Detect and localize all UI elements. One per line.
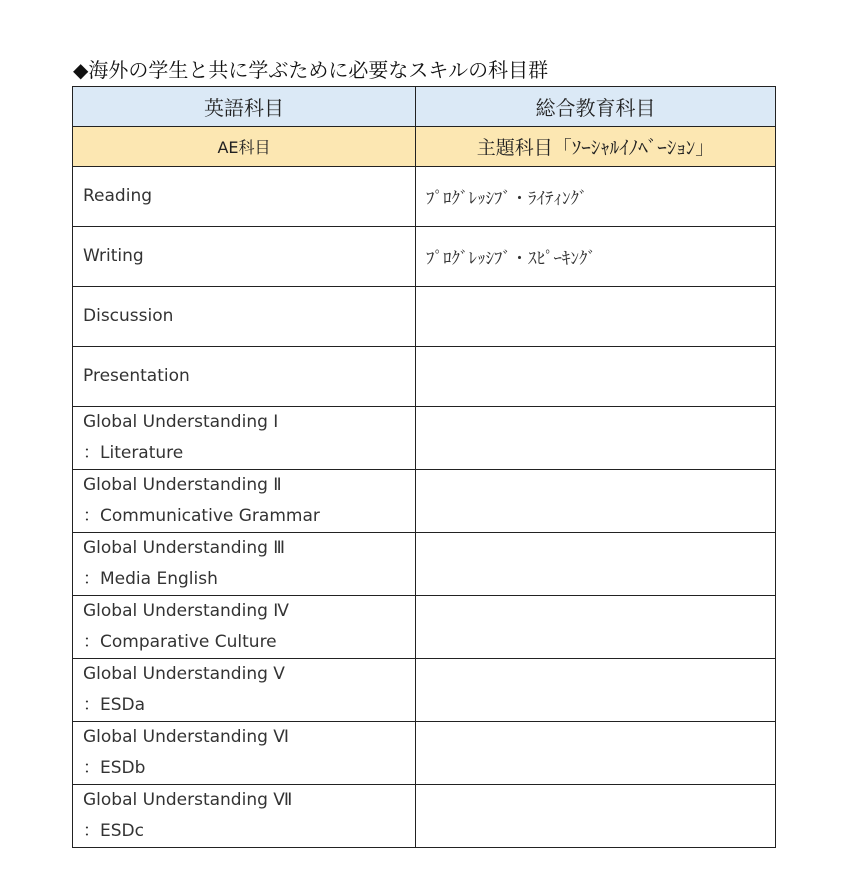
general-course-cell xyxy=(416,785,776,848)
table-row xyxy=(73,407,776,470)
english-course-cell: Global Understanding Ⅰ ：Literature xyxy=(73,407,416,470)
general-course-cell xyxy=(416,722,776,785)
english-course-cell: Global Understanding Ⅱ ：Communicative Grammar xyxy=(73,470,416,533)
general-course-cell xyxy=(416,287,776,347)
general-course-cell xyxy=(416,407,776,470)
header-general-education: 総合教育科目 xyxy=(416,87,776,127)
general-course-cell xyxy=(416,659,776,722)
table-row xyxy=(73,533,776,596)
english-course-cell: Global Understanding Ⅲ ：Media English xyxy=(73,533,416,596)
course-table xyxy=(72,86,776,848)
header-theme-courses: 主題科目「ｿｰｼｬﾙｲﾉﾍﾞｰｼｮﾝ」 xyxy=(416,127,776,167)
header-row-secondary xyxy=(73,127,776,167)
english-course-cell: Discussion xyxy=(73,287,416,347)
general-course-cell xyxy=(416,470,776,533)
header-ae-courses: AE科目 xyxy=(73,127,416,167)
english-course-cell: Global Understanding Ⅴ ：ESDa xyxy=(73,659,416,722)
general-course-cell xyxy=(416,347,776,407)
table-row xyxy=(73,347,776,407)
english-course-cell: Presentation xyxy=(73,347,416,407)
english-course-cell: Writing xyxy=(73,227,416,287)
header-english-courses: 英語科目 xyxy=(73,87,416,127)
table-row xyxy=(73,167,776,227)
table-row xyxy=(73,785,776,848)
table-row xyxy=(73,227,776,287)
document-title: ◆海外の学生と共に学ぶために必要なスキルの科目群 xyxy=(73,58,549,82)
table-row xyxy=(73,287,776,347)
table-row xyxy=(73,722,776,785)
english-course-cell: Global Understanding Ⅳ ：Comparative Culture xyxy=(73,596,416,659)
general-course-cell: ﾌﾟﾛｸﾞﾚｯｼﾌﾞ・ﾗｲﾃｨﾝｸﾞ xyxy=(416,167,776,227)
english-course-cell: Reading xyxy=(73,167,416,227)
general-course-cell xyxy=(416,533,776,596)
english-course-cell: Global Understanding Ⅶ ：ESDc xyxy=(73,785,416,848)
table-row xyxy=(73,659,776,722)
table-row xyxy=(73,596,776,659)
table-row xyxy=(73,470,776,533)
header-row-primary xyxy=(73,87,776,127)
general-course-cell xyxy=(416,596,776,659)
english-course-cell: Global Understanding Ⅵ ：ESDb xyxy=(73,722,416,785)
general-course-cell: ﾌﾟﾛｸﾞﾚｯｼﾌﾞ・ｽﾋﾟｰｷﾝｸﾞ xyxy=(416,227,776,287)
